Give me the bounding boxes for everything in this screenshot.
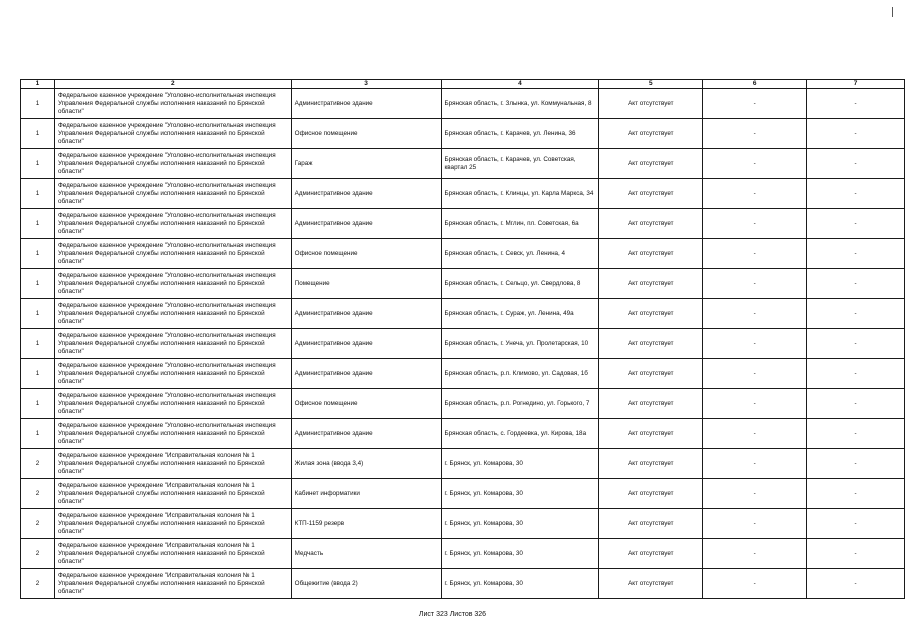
organization-cell: Федеральное казенное учреждение "Исправительная колония № 1 Управления Федеральной службы исполнения наказаний по Брянской области"	[54, 449, 291, 479]
row-number-cell: 1	[21, 179, 55, 209]
table-row	[21, 119, 905, 149]
column-6-cell: -	[703, 119, 807, 149]
object-cell: Медчасть	[291, 539, 441, 569]
act-status-cell: Акт отсутствует	[599, 329, 703, 359]
table-header	[21, 80, 905, 89]
table-row	[21, 149, 905, 179]
organization-cell: Федеральное казенное учреждение "Уголовно-исполнительная инспекция Управления Федеральной службы исполнения наказаний по Брянской области"	[54, 119, 291, 149]
column-6-cell: -	[703, 509, 807, 539]
table-row	[21, 209, 905, 239]
table-row	[21, 509, 905, 539]
act-status-cell: Акт отсутствует	[599, 119, 703, 149]
act-status-cell: Акт отсутствует	[599, 89, 703, 119]
act-status-cell: Акт отсутствует	[599, 419, 703, 449]
table-row	[21, 299, 905, 329]
column-7-cell: -	[807, 539, 905, 569]
address-cell: Брянская область, г. Сельцо, ул. Свердлова, 8	[441, 269, 599, 299]
act-status-cell: Акт отсутствует	[599, 239, 703, 269]
column-6-cell: -	[703, 449, 807, 479]
column-6-cell: -	[703, 359, 807, 389]
address-cell: Брянская область, г. Карачев, ул. Ленина, 36	[441, 119, 599, 149]
table-row	[21, 569, 905, 599]
table-row	[21, 419, 905, 449]
column-7-cell: -	[807, 119, 905, 149]
column-7-cell: -	[807, 209, 905, 239]
table-body	[21, 89, 905, 599]
act-status-cell: Акт отсутствует	[599, 269, 703, 299]
table-row	[21, 539, 905, 569]
row-number-cell: 1	[21, 389, 55, 419]
row-number-cell: 2	[21, 569, 55, 599]
column-6-cell: -	[703, 539, 807, 569]
organization-cell: Федеральное казенное учреждение "Исправительная колония № 1 Управления Федеральной службы исполнения наказаний по Брянской области"	[54, 509, 291, 539]
table-row	[21, 389, 905, 419]
organization-cell: Федеральное казенное учреждение "Уголовно-исполнительная инспекция Управления Федеральной службы исполнения наказаний по Брянской области"	[54, 209, 291, 239]
column-7-cell: -	[807, 479, 905, 509]
object-cell: Офисное помещение	[291, 389, 441, 419]
column-6-cell: -	[703, 209, 807, 239]
header-cell-3: 3	[291, 80, 441, 89]
organization-cell: Федеральное казенное учреждение "Уголовно-исполнительная инспекция Управления Федеральной службы исполнения наказаний по Брянской области"	[54, 149, 291, 179]
address-cell: Брянская область, р.п. Рогнедино, ул. Горького, 7	[441, 389, 599, 419]
header-cell-7: 7	[807, 80, 905, 89]
address-cell: Брянская область, г. Клинцы, ул. Карла Маркса, 34	[441, 179, 599, 209]
row-number-cell: 2	[21, 539, 55, 569]
column-6-cell: -	[703, 479, 807, 509]
row-number-cell: 1	[21, 119, 55, 149]
address-cell: Брянская область, г. Севск, ул. Ленина, 4	[441, 239, 599, 269]
organization-cell: Федеральное казенное учреждение "Уголовно-исполнительная инспекция Управления Федеральной службы исполнения наказаний по Брянской области"	[54, 299, 291, 329]
organization-cell: Федеральное казенное учреждение "Исправительная колония № 1 Управления Федеральной службы исполнения наказаний по Брянской области"	[54, 539, 291, 569]
address-cell: Брянская область, г. Карачев, ул. Советская, квартал 25	[441, 149, 599, 179]
address-cell: г. Брянск, ул. Комарова, 30	[441, 539, 599, 569]
scan-edge-mark	[892, 7, 893, 17]
column-7-cell: -	[807, 389, 905, 419]
row-number-cell: 1	[21, 269, 55, 299]
address-cell: Брянская область, г. Сураж, ул. Ленина, 49а	[441, 299, 599, 329]
row-number-cell: 1	[21, 419, 55, 449]
table-row	[21, 359, 905, 389]
act-status-cell: Акт отсутствует	[599, 209, 703, 239]
address-cell: Брянская область, г. Злынка, ул. Коммунальная, 8	[441, 89, 599, 119]
column-7-cell: -	[807, 269, 905, 299]
column-7-cell: -	[807, 419, 905, 449]
object-cell: Кабинет информатики	[291, 479, 441, 509]
column-7-cell: -	[807, 179, 905, 209]
address-cell: г. Брянск, ул. Комарова, 30	[441, 509, 599, 539]
address-cell: Брянская область, с. Гордеевка, ул. Кирова, 18а	[441, 419, 599, 449]
column-6-cell: -	[703, 179, 807, 209]
row-number-cell: 1	[21, 329, 55, 359]
address-cell: г. Брянск, ул. Комарова, 30	[441, 449, 599, 479]
act-status-cell: Акт отсутствует	[599, 449, 703, 479]
header-cell-6: 6	[703, 80, 807, 89]
address-cell: Брянская область, г. Мглин, пл. Советская, 6а	[441, 209, 599, 239]
table-row	[21, 329, 905, 359]
act-status-cell: Акт отсутствует	[599, 479, 703, 509]
register-table	[20, 79, 905, 599]
object-cell: Административное здание	[291, 299, 441, 329]
act-status-cell: Акт отсутствует	[599, 359, 703, 389]
organization-cell: Федеральное казенное учреждение "Уголовно-исполнительная инспекция Управления Федеральной службы исполнения наказаний по Брянской области"	[54, 419, 291, 449]
row-number-cell: 1	[21, 359, 55, 389]
row-number-cell: 1	[21, 299, 55, 329]
object-cell: Административное здание	[291, 179, 441, 209]
header-cell-4: 4	[441, 80, 599, 89]
row-number-cell: 1	[21, 89, 55, 119]
table-row	[21, 239, 905, 269]
column-7-cell: -	[807, 329, 905, 359]
column-7-cell: -	[807, 299, 905, 329]
header-row	[21, 80, 905, 89]
column-6-cell: -	[703, 269, 807, 299]
organization-cell: Федеральное казенное учреждение "Исправительная колония № 1 Управления Федеральной службы исполнения наказаний по Брянской области"	[54, 479, 291, 509]
object-cell: Административное здание	[291, 419, 441, 449]
act-status-cell: Акт отсутствует	[599, 179, 703, 209]
column-6-cell: -	[703, 89, 807, 119]
act-status-cell: Акт отсутствует	[599, 509, 703, 539]
column-6-cell: -	[703, 239, 807, 269]
object-cell: Офисное помещение	[291, 119, 441, 149]
column-7-cell: -	[807, 89, 905, 119]
column-6-cell: -	[703, 329, 807, 359]
object-cell: Офисное помещение	[291, 239, 441, 269]
act-status-cell: Акт отсутствует	[599, 539, 703, 569]
object-cell: КТП-1159 резерв	[291, 509, 441, 539]
act-status-cell: Акт отсутствует	[599, 299, 703, 329]
column-6-cell: -	[703, 419, 807, 449]
table-row	[21, 269, 905, 299]
object-cell: Помещение	[291, 269, 441, 299]
row-number-cell: 1	[21, 239, 55, 269]
row-number-cell: 2	[21, 449, 55, 479]
act-status-cell: Акт отсутствует	[599, 569, 703, 599]
address-cell: г. Брянск, ул. Комарова, 30	[441, 479, 599, 509]
table-row	[21, 179, 905, 209]
act-status-cell: Акт отсутствует	[599, 389, 703, 419]
table-row	[21, 89, 905, 119]
object-cell: Гараж	[291, 149, 441, 179]
row-number-cell: 2	[21, 479, 55, 509]
column-6-cell: -	[703, 299, 807, 329]
column-6-cell: -	[703, 389, 807, 419]
column-6-cell: -	[703, 149, 807, 179]
organization-cell: Федеральное казенное учреждение "Исправительная колония № 1 Управления Федеральной службы исполнения наказаний по Брянской области"	[54, 569, 291, 599]
column-7-cell: -	[807, 359, 905, 389]
organization-cell: Федеральное казенное учреждение "Уголовно-исполнительная инспекция Управления Федеральной службы исполнения наказаний по Брянской области"	[54, 179, 291, 209]
object-cell: Общежитие (ввода 2)	[291, 569, 441, 599]
address-cell: Брянская область, р.п. Климово, ул. Садовая, 1б	[441, 359, 599, 389]
table-row	[21, 449, 905, 479]
column-6-cell: -	[703, 569, 807, 599]
header-cell-2: 2	[54, 80, 291, 89]
column-7-cell: -	[807, 569, 905, 599]
row-number-cell: 1	[21, 209, 55, 239]
object-cell: Административное здание	[291, 329, 441, 359]
address-cell: Брянская область, г. Унеча, ул. Пролетарская, 10	[441, 329, 599, 359]
header-cell-1: 1	[21, 80, 55, 89]
organization-cell: Федеральное казенное учреждение "Уголовно-исполнительная инспекция Управления Федеральной службы исполнения наказаний по Брянской области"	[54, 329, 291, 359]
object-cell: Административное здание	[291, 359, 441, 389]
organization-cell: Федеральное казенное учреждение "Уголовно-исполнительная инспекция Управления Федеральной службы исполнения наказаний по Брянской области"	[54, 269, 291, 299]
table-row	[21, 479, 905, 509]
column-7-cell: -	[807, 509, 905, 539]
act-status-cell: Акт отсутствует	[599, 149, 703, 179]
column-7-cell: -	[807, 449, 905, 479]
row-number-cell: 2	[21, 509, 55, 539]
object-cell: Жилая зона (ввода 3,4)	[291, 449, 441, 479]
organization-cell: Федеральное казенное учреждение "Уголовно-исполнительная инспекция Управления Федеральной службы исполнения наказаний по Брянской области"	[54, 239, 291, 269]
column-7-cell: -	[807, 239, 905, 269]
page-footer: Лист 323 Листов 326	[418, 611, 487, 618]
object-cell: Административное здание	[291, 209, 441, 239]
organization-cell: Федеральное казенное учреждение "Уголовно-исполнительная инспекция Управления Федеральной службы исполнения наказаний по Брянской области"	[54, 389, 291, 419]
column-7-cell: -	[807, 149, 905, 179]
address-cell: г. Брянск, ул. Комарова, 30	[441, 569, 599, 599]
row-number-cell: 1	[21, 149, 55, 179]
object-cell: Административное здание	[291, 89, 441, 119]
header-cell-5: 5	[599, 80, 703, 89]
organization-cell: Федеральное казенное учреждение "Уголовно-исполнительная инспекция Управления Федеральной службы исполнения наказаний по Брянской области"	[54, 359, 291, 389]
organization-cell: Федеральное казенное учреждение "Уголовно-исполнительная инспекция Управления Федеральной службы исполнения наказаний по Брянской области"	[54, 89, 291, 119]
